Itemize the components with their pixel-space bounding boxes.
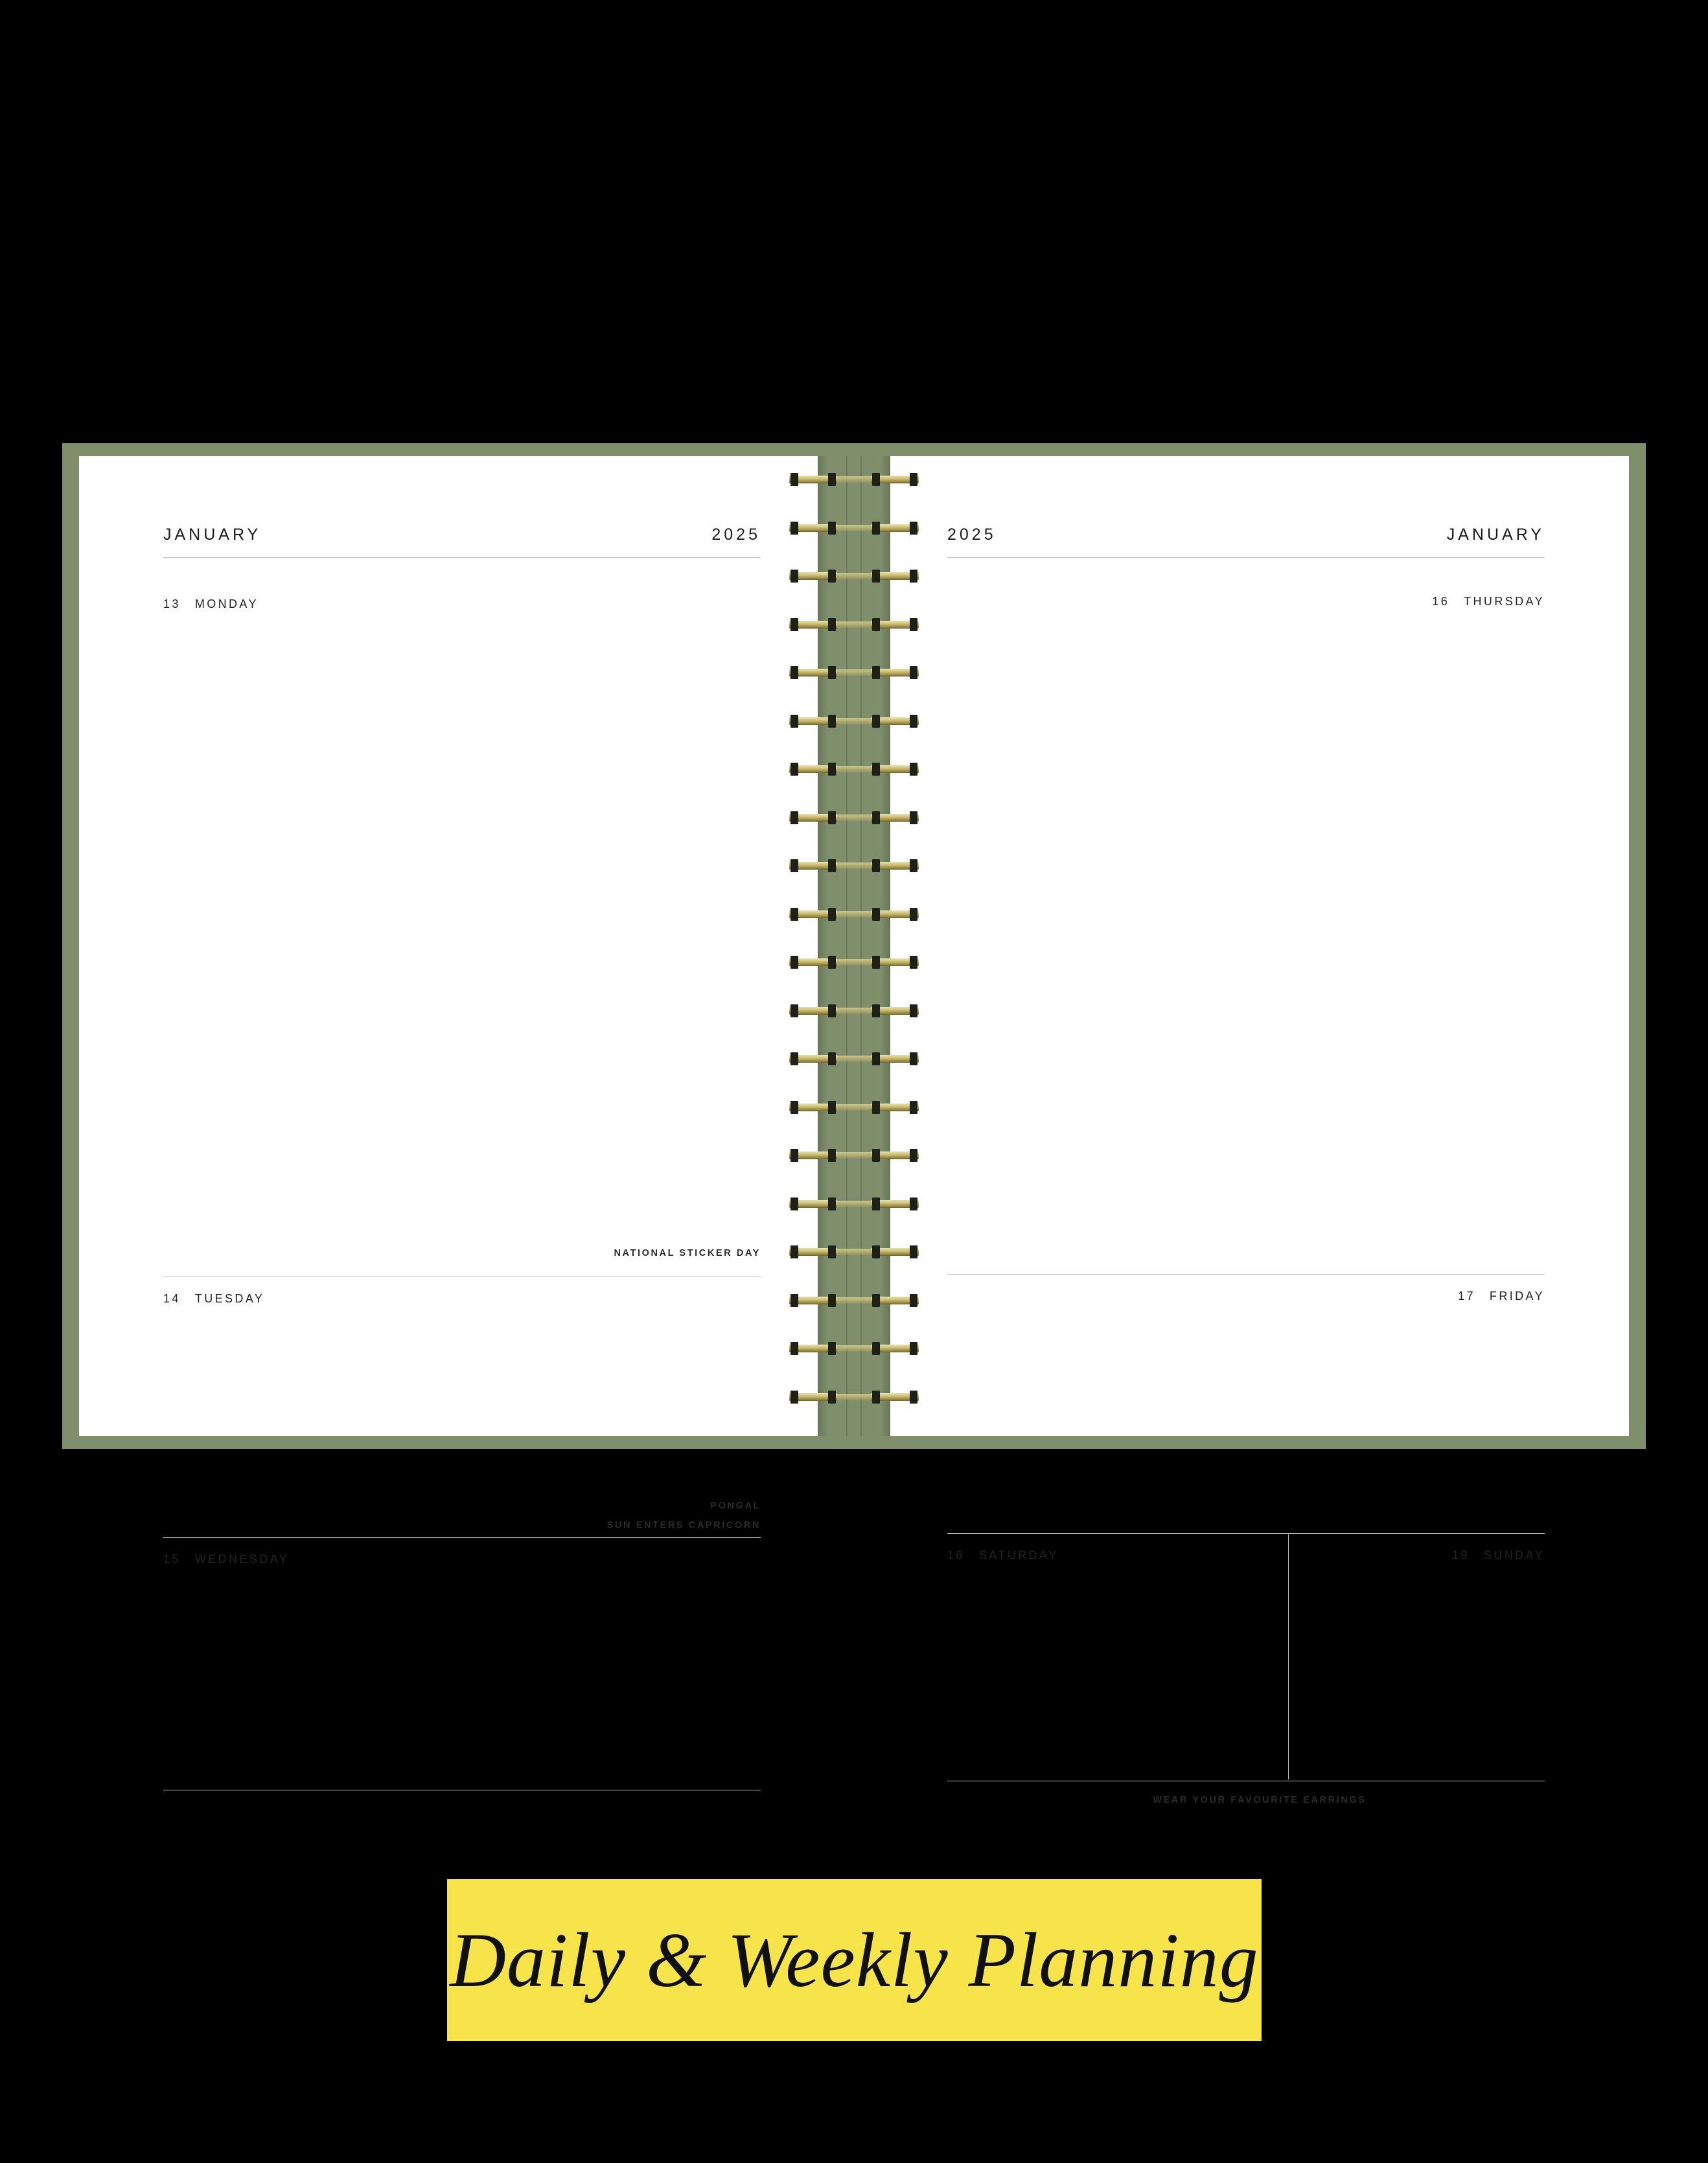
left-rule-wednesday — [163, 1537, 761, 1538]
coil-mid — [837, 1297, 871, 1304]
day-number-19: 19 — [1452, 1549, 1470, 1562]
day-number-13: 13 — [163, 597, 181, 610]
coil-cap — [872, 859, 880, 872]
coil-cap — [828, 570, 836, 583]
right-rule-weekend — [947, 1533, 1545, 1534]
coil-cap — [791, 1294, 798, 1307]
gutter-shadow-left — [818, 456, 828, 1436]
coil-mid — [837, 525, 871, 531]
coil-ring — [789, 666, 919, 679]
coil-cap — [872, 1342, 880, 1355]
coil-cap — [828, 859, 836, 872]
coil-ring — [789, 1101, 919, 1114]
day-row-monday — [163, 597, 259, 611]
coil-cap — [872, 1052, 880, 1065]
coil-mid — [837, 1394, 871, 1400]
coil-cap — [828, 1245, 836, 1258]
day-row-wednesday — [163, 1553, 289, 1566]
coil-cap — [791, 570, 798, 583]
coil-cap — [910, 763, 917, 776]
coil-cap — [872, 715, 880, 728]
day-row-tuesday — [163, 1292, 264, 1306]
coil-cap — [828, 522, 836, 535]
coil-cap — [872, 1391, 880, 1404]
coil-mid — [837, 1201, 871, 1207]
coil-cap — [828, 956, 836, 969]
coil-mid — [837, 862, 871, 869]
coil-cap — [791, 811, 798, 824]
coil-cap — [791, 1052, 798, 1065]
coil-cap — [828, 763, 836, 776]
coil-ring — [789, 1294, 919, 1307]
coil-ring — [789, 1342, 919, 1355]
coil-cap — [910, 473, 917, 486]
coil-cap — [910, 1342, 917, 1355]
day-number-17: 17 — [1458, 1290, 1475, 1302]
right-header-rule — [947, 557, 1545, 558]
day-name-friday: FRIDAY — [1489, 1290, 1545, 1302]
day-name-thursday: THURSDAY — [1464, 595, 1545, 608]
coil-cap — [828, 715, 836, 728]
coil-cap — [828, 908, 836, 921]
right-header-year: 2025 — [947, 526, 997, 544]
coil-cap — [791, 473, 798, 486]
coil-ring — [789, 473, 919, 486]
coil-cap — [910, 1197, 917, 1210]
coil-ring — [789, 1391, 919, 1404]
coil-cap — [872, 1004, 880, 1017]
coil-ring — [789, 715, 919, 728]
coil-ring — [789, 1245, 919, 1258]
coil-cap — [791, 956, 798, 969]
coil-cap — [910, 956, 917, 969]
coil-cap — [791, 859, 798, 872]
coil-mid — [837, 815, 871, 821]
coil-mid — [837, 766, 871, 772]
coil-cap — [872, 570, 880, 583]
coil-cap — [872, 1149, 880, 1162]
coil-cap — [828, 811, 836, 824]
coil-cap — [791, 666, 798, 679]
planner-left-page — [79, 456, 818, 1566]
spiral-binding — [818, 456, 890, 1436]
planner-right-page — [890, 456, 1629, 1805]
coil-cap — [910, 1101, 917, 1114]
coil-cap — [791, 763, 798, 776]
coil-cap — [791, 1197, 798, 1210]
left-header-month: JANUARY — [163, 526, 262, 544]
spine-fold-line-right — [860, 456, 862, 1436]
coil-mid — [837, 476, 871, 483]
coil-cap — [791, 1245, 798, 1258]
coil-cap — [910, 666, 917, 679]
day-row-thursday — [1432, 595, 1545, 608]
coil-cap — [872, 763, 880, 776]
coil-cap — [828, 666, 836, 679]
coil-cap — [828, 1294, 836, 1307]
coil-cap — [910, 1052, 917, 1065]
day-name-monday: MONDAY — [194, 597, 259, 610]
coil-cap — [910, 618, 917, 631]
coil-ring — [789, 570, 919, 583]
coil-cap — [828, 1391, 836, 1404]
day-name-sunday: SUNDAY — [1483, 1549, 1545, 1562]
coil-cap — [791, 715, 798, 728]
note-sun-enters-capricorn: SUN ENTERS CAPRICORN — [606, 1520, 761, 1531]
coil-cap — [828, 1052, 836, 1065]
coil-mid — [837, 1345, 871, 1352]
day-number-15: 15 — [163, 1553, 181, 1566]
coil-cap — [828, 1004, 836, 1017]
coil-mid — [837, 1104, 871, 1111]
coil-mid — [837, 911, 871, 918]
coil-cap — [828, 1342, 836, 1355]
coil-cap — [910, 1294, 917, 1307]
coil-ring — [789, 956, 919, 969]
coil-cap — [828, 1197, 836, 1210]
day-row-saturday — [947, 1549, 1058, 1562]
coil-cap — [910, 522, 917, 535]
coil-cap — [791, 522, 798, 535]
coil-cap — [872, 811, 880, 824]
right-rule-friday — [947, 1274, 1545, 1275]
coil-cap — [910, 715, 917, 728]
gutter-shadow-right — [880, 456, 890, 1436]
coil-cap — [910, 811, 917, 824]
coil-ring — [789, 1004, 919, 1017]
coil-cap — [791, 1342, 798, 1355]
left-header-year: 2025 — [711, 526, 761, 544]
coil-cap — [910, 859, 917, 872]
coil-cap — [791, 1101, 798, 1114]
caption-text: Daily & Weekly Planning — [450, 1917, 1259, 2003]
coil-cap — [791, 1149, 798, 1162]
day-row-friday — [1458, 1290, 1545, 1303]
coil-mid — [837, 669, 871, 676]
coil-ring — [789, 859, 919, 872]
coil-cap — [910, 1004, 917, 1017]
day-number-18: 18 — [947, 1549, 965, 1562]
coil-cap — [872, 1101, 880, 1114]
coil-mid — [837, 573, 871, 579]
right-page-header — [947, 518, 1545, 544]
coil-cap — [828, 1101, 836, 1114]
coil-ring — [789, 1052, 919, 1065]
day-number-14: 14 — [163, 1292, 181, 1305]
coil-cap — [828, 618, 836, 631]
coil-cap — [872, 522, 880, 535]
coil-cap — [791, 1391, 798, 1404]
spine-fold-line-left — [846, 456, 848, 1436]
coil-cap — [872, 618, 880, 631]
coil-cap — [910, 1149, 917, 1162]
coil-cap — [872, 1294, 880, 1307]
note-national-sticker-day: NATIONAL STICKER DAY — [614, 1248, 761, 1258]
coil-ring — [789, 763, 919, 776]
coil-cap — [910, 1245, 917, 1258]
coil-cap — [828, 473, 836, 486]
coil-cap — [791, 1004, 798, 1017]
coil-mid — [837, 959, 871, 966]
coil-ring — [789, 522, 919, 535]
coil-cap — [872, 1197, 880, 1210]
coil-cap — [910, 570, 917, 583]
note-pongal: PONGAL — [710, 1501, 761, 1511]
coil-cap — [872, 956, 880, 969]
coil-ring — [789, 811, 919, 824]
left-page-header — [163, 518, 761, 544]
day-name-saturday: SATURDAY — [978, 1549, 1059, 1562]
coil-mid — [837, 1152, 871, 1159]
coil-cap — [872, 473, 880, 486]
weekend-divider — [1288, 1534, 1289, 1779]
caption-banner — [447, 1879, 1262, 2041]
day-name-tuesday: TUESDAY — [194, 1292, 265, 1305]
coil-ring — [789, 618, 919, 631]
coil-mid — [837, 1008, 871, 1014]
coil-ring — [789, 1149, 919, 1162]
day-number-16: 16 — [1432, 595, 1450, 608]
coil-mid — [837, 718, 871, 724]
coil-ring — [789, 908, 919, 921]
right-header-month: JANUARY — [1446, 526, 1545, 544]
coil-mid — [837, 621, 871, 628]
coil-cap — [872, 1245, 880, 1258]
planner-spread — [62, 443, 1646, 1805]
coil-mid — [837, 1249, 871, 1255]
coil-mid — [837, 1056, 871, 1062]
coil-cap — [791, 908, 798, 921]
note-wear-your-favourite-earrings: WEAR YOUR FAVOURITE EARRINGS — [1153, 1795, 1367, 1805]
coil-cap — [910, 1391, 917, 1404]
coil-cap — [872, 666, 880, 679]
day-name-wednesday: WEDNESDAY — [194, 1553, 290, 1566]
coil-cap — [872, 908, 880, 921]
coil-cap — [910, 908, 917, 921]
coil-ring — [789, 1197, 919, 1210]
left-header-rule — [163, 557, 761, 558]
day-row-sunday — [1452, 1549, 1545, 1562]
coil-cap — [791, 618, 798, 631]
coil-cap — [828, 1149, 836, 1162]
